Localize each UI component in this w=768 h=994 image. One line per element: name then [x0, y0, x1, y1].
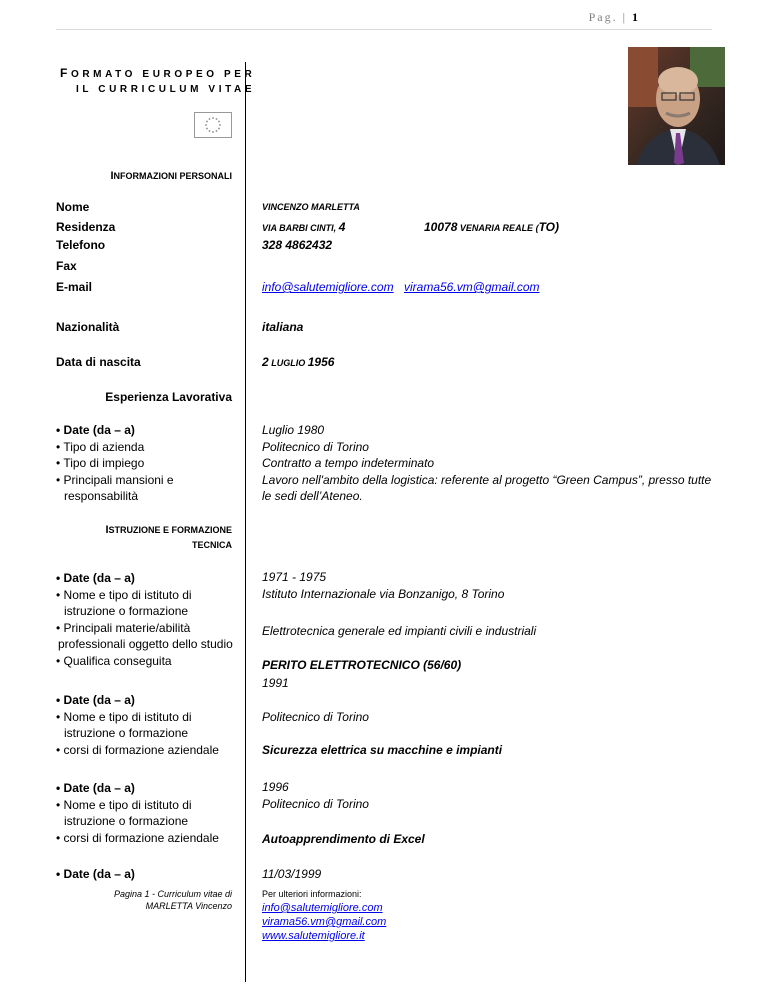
cv-title-line1: FORMATO EUROPEO PER [60, 66, 256, 80]
work-impiego: Contratto a tempo indeterminato [262, 456, 435, 470]
nazionalita-value: italiana [262, 320, 304, 334]
residenza-label: Residenza [56, 220, 116, 234]
work-mansioni: Lavoro nell'ambito della logistica: referente al progetto “Green Campus”, presso tutte le sedi dell’Ateneo. [262, 472, 712, 503]
footer-link-email2[interactable]: virama56.vm@gmail.com [262, 916, 387, 928]
work-heading: Esperienza Lavorativa [105, 390, 232, 404]
nome-label: Nome [56, 200, 90, 214]
nome-value: VINCENZO MARLETTA [262, 202, 360, 212]
page-word: Pag. [588, 10, 618, 24]
email-label: E-mail [56, 280, 93, 294]
edu4-date-label: • Date (da – a) [56, 867, 135, 881]
header-rule [56, 29, 712, 30]
edu1-labels: • Date (da – a) • Nome e tipo di istituto di istruzione o formazione • Principali materie/abilità professionali oggetto dello studio • Qualifica conseguita [56, 571, 233, 668]
edu3-labels: • Date (da – a) • Nome e tipo di istituto di istruzione o formazione • corsi di formazione aziendale [56, 781, 219, 845]
column-divider [245, 62, 246, 982]
portrait-photo [628, 47, 725, 165]
education-heading-line1: ISTRUZIONE E FORMAZIONE [105, 524, 232, 536]
edu2-date: 1991 [262, 676, 289, 690]
personal-info-heading: INFORMAZIONI PERSONALI [110, 170, 232, 182]
work-date: Luglio 1980 [262, 423, 325, 437]
cv-title-line2: IL CURRICULUM VITAE [76, 84, 256, 95]
edu2-labels: • Date (da – a) • Nome e tipo di istituto di istruzione o formazione • corsi di formazione aziendale [56, 693, 219, 757]
fax-label: Fax [56, 259, 77, 273]
nascita-label: Data di nascita [56, 355, 141, 369]
email-link-1[interactable]: info@salutemigliore.com [262, 280, 394, 294]
telefono-label: Telefono [56, 238, 106, 252]
eu-flag-logo [194, 112, 232, 138]
telefono-value: 328 4862432 [262, 238, 333, 252]
edu1-date: 1971 - 1975 [262, 570, 327, 584]
page-number: 1 [632, 10, 638, 24]
nascita-value: 2 LUGLIO 1956 [262, 355, 335, 369]
work-values [262, 422, 722, 505]
edu2-istituto: Politecnico di Torino [262, 710, 369, 724]
edu4-date: 11/03/1999 [262, 867, 322, 881]
footer-link-website[interactable]: www.salutemigliore.it [262, 930, 365, 942]
residenza-street: VIA BARBI CINTI, 4 [262, 220, 346, 234]
edu3-istituto: Politecnico di Torino [262, 797, 369, 811]
edu3-corso: Autoapprendimento di Excel [262, 832, 425, 846]
email-link-2[interactable]: virama56.vm@gmail.com [404, 280, 540, 294]
footer-contacts [262, 888, 386, 943]
footer-page-info: Pagina 1 - Curriculum vitae di MARLETTA Vincenzo [113, 889, 232, 911]
page-header: Pag. | 1 [588, 10, 638, 24]
work-labels: • Date (da – a) • Tipo di azienda • Tipo di impiego • Principali mansioni e responsabilità [56, 423, 174, 503]
nazionalita-label: Nazionalità [56, 320, 120, 334]
footer-intro: Per ulteriori informazioni: [262, 889, 362, 899]
residenza-city: 10078 VENARIA REALE (TO) [424, 220, 560, 234]
edu1-qualifica: PERITO ELETTROTECNICO (56/60) [262, 658, 462, 672]
work-azienda: Politecnico di Torino [262, 439, 369, 454]
edu1-materie: Elettrotecnica generale ed impianti civili e industriali [262, 624, 537, 638]
education-heading-line2: TECNICA [192, 540, 232, 550]
edu3-date: 1996 [262, 780, 289, 794]
edu2-corso: Sicurezza elettrica su macchine e impianti [262, 743, 503, 757]
footer-link-email1[interactable]: info@salutemigliore.com [262, 902, 383, 914]
edu1-istituto: Istituto Internazionale via Bonzanigo, 8 Torino [262, 587, 505, 601]
